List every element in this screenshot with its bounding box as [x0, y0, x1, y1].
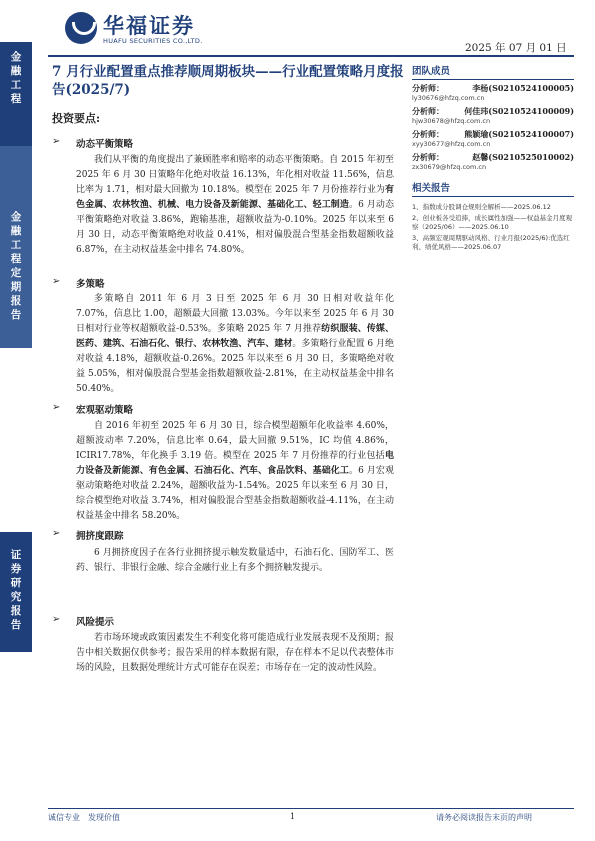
analyst-list: [412, 83, 574, 172]
analyst-email[interactable]: zx30679@hfzq.com.cn: [412, 163, 487, 171]
analyst-role: 分析师：: [412, 129, 444, 139]
related-report-item[interactable]: 1、指数成分股调仓规则全解析——2025.06.12: [412, 203, 551, 211]
section-title-multi-strategy: 多策略: [76, 279, 105, 290]
related-report-item[interactable]: 3、高频宏观周期驱动风格、行业月报(2025/6):优选红利、绩优风格——2025.06.07: [412, 233, 570, 251]
arrow-right-icon: ➢: [52, 528, 61, 539]
page-number: 1: [290, 812, 296, 821]
analyst-name: 李杨(S0210524100005): [472, 83, 574, 93]
logo-name-cn: 华福证券: [103, 14, 195, 38]
company-logo: [65, 8, 245, 48]
header-divider: [48, 55, 574, 57]
footer-divider: [48, 808, 574, 809]
section-body-crowding: 6 月拥挤度因子在各行业拥挤提示触发数量适中，石油石化、国防军工、医药、银行、非银行金融、综合金融行业上有多个拥挤触发提示。: [76, 548, 394, 573]
sidebar-bottom-label: 证券研究报告: [10, 549, 22, 631]
analyst-entry: [412, 83, 574, 103]
team-heading: 团队成员: [412, 63, 574, 80]
arrow-right-icon: ➢: [52, 136, 61, 147]
analyst-entry: [412, 106, 574, 126]
report-date: 2025 年 07 月 01 日: [465, 42, 567, 54]
section-body-risk: 若市场环境或政策因素发生不利变化将可能造成行业发展表现不及预期；报告中相关数据仅供参考；报告采用的样本数据有限，存在样本不足以代表整体市场的风险，且数据处理统计方式可能存在误差；市场存在一定的波动性风险。: [76, 633, 394, 673]
footer-slogan: 诚信专业 发现价值: [48, 813, 120, 822]
analyst-name-row: [412, 83, 574, 94]
analyst-name: 赵馨(S0210525010002): [472, 152, 574, 162]
analyst-email[interactable]: hjw30678@hfzq.com.cn: [412, 117, 491, 125]
logo-mark-icon: [65, 12, 97, 44]
logo-name-en: HUAFU SECURITIES CO.,LTD.: [103, 37, 203, 45]
analyst-entry: [412, 152, 574, 172]
section-title-dynamic-balance: 动态平衡策略: [76, 139, 134, 150]
report-title: 7 月行业配置重点推荐顺周期板块——行业配置策略月度报告(2025/7): [52, 64, 404, 98]
analyst-role: 分析师：: [412, 106, 444, 116]
footer-disclaimer: 请务必阅读报告末页的声明: [436, 813, 532, 822]
section-title-crowding: 拥挤度跟踪: [76, 531, 124, 542]
analyst-role: 分析师：: [412, 83, 444, 93]
analyst-email[interactable]: xyy30677@hfzq.com.cn: [412, 140, 491, 148]
analyst-name-row: [412, 152, 574, 163]
arrow-right-icon: ➢: [52, 276, 61, 287]
related-report-list: [412, 203, 574, 253]
analyst-name: 何佳玮(S0210524100009): [464, 106, 574, 116]
related-report-item[interactable]: 2、创业板各受追捧，成长属性加强——权益基金月度观察（2025/06）——2025.06.10: [412, 213, 573, 231]
analyst-name: 熊颖瑜(S0210524100007): [464, 129, 574, 139]
sidebar-mid-label: 金融工程定期报告: [10, 211, 22, 321]
analyst-name-row: [412, 129, 574, 140]
section-body-multi-strategy: 多策略自 2011 年 6 月 3 日至 2025 年 6 月 30 日相对收益年化 7.07%，信息比 1.00，超额最大回撤 13.03%。今年以来至 2025 年 6 月 30 日相对行业等权超额收益-0.53%。多策略 2025 年 7 月推荐纺织服装、传媒、医药、建筑、石油石化、银行、农林牧渔、汽车、建材。多策略行业配置 6 月绝对收益 4.18%，超额收益-0.26%。2025 年以来至 6 月 30 日，多策略绝对收益 5.05%，相对偏股混合型基金指数超额收益-2.81%，在主动权益基金中排名 50.40%。: [76, 294, 394, 394]
section-body-dynamic-balance: 我们从平衡的角度提出了兼顾胜率和赔率的动态平衡策略。自 2015 年初至 2025 年 6 月 30 日策略年化绝对收益 16.13%，年化相对收益 11.56%，信息比率为 1.71，相对最大回撤为 10.18%。模型在 2025 年 7 月份推荐行业为有色金属、农林牧渔、机械、电力设备及新能源、基础化工、轻工制造。6 月动态平衡策略绝对收益 3.86%，跑输基准，超额收益为-0.10%。2025 年以来至 6 月 30 日，动态平衡策略绝对收益 0.41%，相对偏股混合型基金指数超额收益 6.87%，在主动权益基金中排名 74.80%。: [76, 155, 394, 255]
section-body-macro-driven: 自 2016 年初至 2025 年 6 月 30 日，综合模型超额年化收益率 4.60%，超额波动率 7.20%，信息比率 0.64，最大回撤 9.51%，IC 均值 4.86%，ICIR17.78%，年化换手 3.19 倍。模型在 2025 年 7 月份推荐的行业包括电力设备及新能源、有色金属、石油石化、汽车、食品饮料、基础化工。6 月宏观驱动策略绝对收益 2.24%，超额收益为-1.54%。2025 年以来至 6 月 30 日，综合模型绝对收益 3.74%，相对偏股混合型基金指数超额收益-4.11%，在主动权益基金中排名 58.20%。: [76, 421, 394, 521]
arrow-right-icon: ➢: [52, 402, 61, 413]
related-reports-heading: 相关报告: [412, 180, 574, 197]
sidebar: [0, 0, 32, 841]
section-title-risk: 风险提示: [76, 617, 115, 628]
analyst-email[interactable]: ly30676@hfzq.com.cn: [412, 94, 485, 102]
key-points-heading: 投资要点:: [52, 112, 101, 125]
right-column: [412, 63, 574, 254]
analyst-role: 分析师：: [412, 152, 444, 162]
section-title-macro-driven: 宏观驱动策略: [76, 405, 134, 416]
analyst-entry: [412, 129, 574, 149]
analyst-name-row: [412, 106, 574, 117]
sidebar-top-label: 金融工程: [10, 51, 22, 105]
arrow-right-icon: ➢: [52, 614, 61, 625]
